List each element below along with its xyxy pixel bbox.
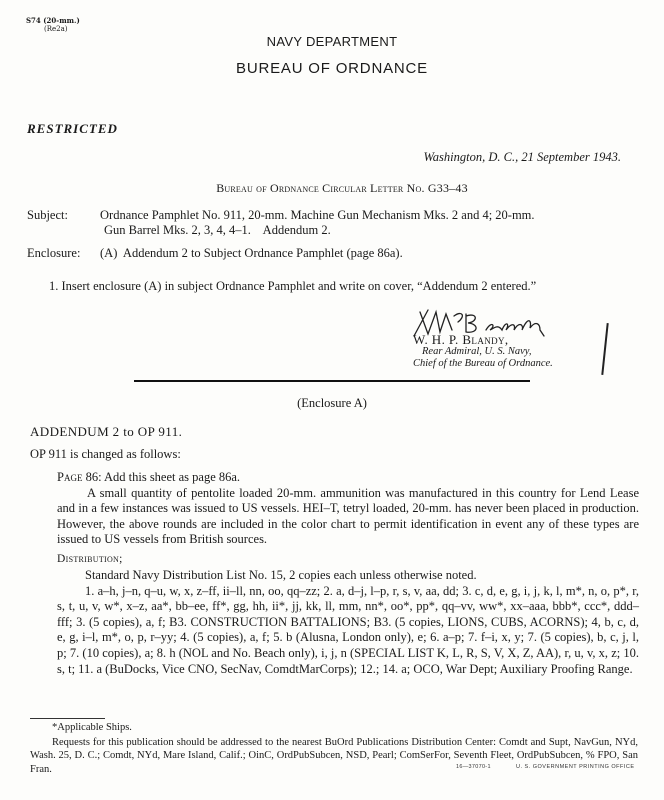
signer-name: W. H. P. Blandy, [413, 332, 509, 347]
subject-text [100, 208, 640, 238]
page-instruction [57, 470, 240, 485]
form-code-sub: (Re2a) [44, 25, 68, 33]
print-code: 16—37070-1 [456, 764, 491, 770]
subject-line-1: Ordnance Pamphlet No. 911, 20-mm. Machine Gun Mechanism Mks. 2 and 4; 20-mm. [100, 208, 535, 222]
addendum-body [57, 486, 639, 548]
subject-label: Subject: [27, 208, 68, 222]
distribution-intro: Standard Navy Distribution List No. 15, 2 copies each unless otherwise noted. [85, 568, 477, 582]
subject-line-2: Gun Barrel Mks. 2, 3, 4, 4–1. Addendum 2. [104, 223, 331, 237]
paragraph-1-text: 1. Insert enclosure (A) in subject Ordnance Pamphlet and write on cover, “Addendum 2 entered.” [49, 279, 537, 293]
addendum-title: ADDENDUM 2 to OP 911. [30, 424, 183, 439]
changes-intro: OP 911 is changed as follows: [30, 447, 181, 461]
addendum-body-text: A small quantity of pentolite loaded 20-mm. ammunition was manufactured in this country for Lend Lease and in a few instances was issued to US vessels. HEI–T, tetryl loaded, 20-mm. has never been placed in production. However, the above rounds are included in the color chart to permit identification in event any of these types are issued to US vessels from British sources. [57, 486, 639, 547]
bureau-heading: BUREAU OF ORDNANCE [236, 60, 428, 77]
footnote: *Applicable Ships. [52, 722, 132, 733]
distribution-label: Distribution; [57, 553, 123, 565]
form-code [26, 17, 80, 33]
signer-position: Chief of the Bureau of Ordnance. [413, 357, 553, 369]
classification-stamp: RESTRICTED [27, 121, 118, 136]
paragraph-1 [27, 279, 639, 294]
requests-notice [30, 736, 638, 776]
distribution-list: 1. a–h, j–n, q–u, w, x, z–ff, ii–ll, nn, oo, qq–zz; 2. a, d–j, l–p, r, s, v, aa, dd; 3. c, d, e, g, i, j, k, l, m*, n, o, p*, r, s, t, u, v, w*, x–z, aa*, bb–ee, ff*, gg, hh, ii*, jj, kk, ll, mm, nn*, oo*, pp*, qq–vv, ww*, xx–aaa, bbb*, ccc*, ddd–fff; 3. (5 copies), a, f; B3. CONSTRUCTION BATTALIONS; B3. (5 copies, LIONS, CUBS, ACORNS); 4, b, c, d, e, g, i–l, m*, o, p, r–yy; 4. (5 copies), a, f; 5. b (Alusna, London only), e; 6. a–p; 7. f–i, x, y; 7. (5 copies), b, c, j, l, p; 7. (10 copies), a; 8. h (NOL and No. Beach only), i, j, n (SPECIAL LIST K, L, R, S, V, X, Z, AA), r, u, v, x, z; 10. s, t; 11. a (BuDocks, Vice CNO, SecNav, ComdtMarCorps); 12.; 14. a; OCO, War Dept; Auxiliary Proofing Range. [57, 583, 639, 676]
signer-rank: Rear Admiral, U. S. Navy, [422, 346, 532, 357]
distribution-block [57, 568, 639, 677]
department-heading: NAVY DEPARTMENT [266, 34, 398, 49]
page-instruction-text: Add this sheet as page 86a. [103, 470, 241, 484]
form-code-main: S74 (20-mm.) [26, 16, 80, 25]
enclosure-label: Enclosure: [27, 246, 81, 260]
footnote-divider [30, 718, 105, 719]
signature-block [413, 333, 653, 369]
section-divider [134, 380, 530, 382]
circular-letter-title: Bureau of Ordnance Circular Letter No. G33–43 [216, 181, 468, 195]
enclosure-text: (A) Addendum 2 to Subject Ordnance Pamphlet (page 86a). [100, 246, 403, 260]
requests-text: Requests for this publication should be addressed to the nearest BuOrd Publications Distribution Center: Comdt and Supt, NavGun, NYd, Wash. 25, D. C.; Comdt, NYd, Mare Island, Calif.; OinC, OrdPubSubcen, NSD, Pearl; ComSerFor, Seventh Fleet, OrdPubSubcen, % FPO, San Fran. [30, 737, 638, 775]
enclosure-heading: (Enclosure A) [297, 396, 367, 410]
printing-office: U. S. GOVERNMENT PRINTING OFFICE [516, 764, 635, 770]
dateline: Washington, D. C., 21 September 1943. [423, 150, 621, 164]
page-label: Page 86: [57, 470, 102, 484]
